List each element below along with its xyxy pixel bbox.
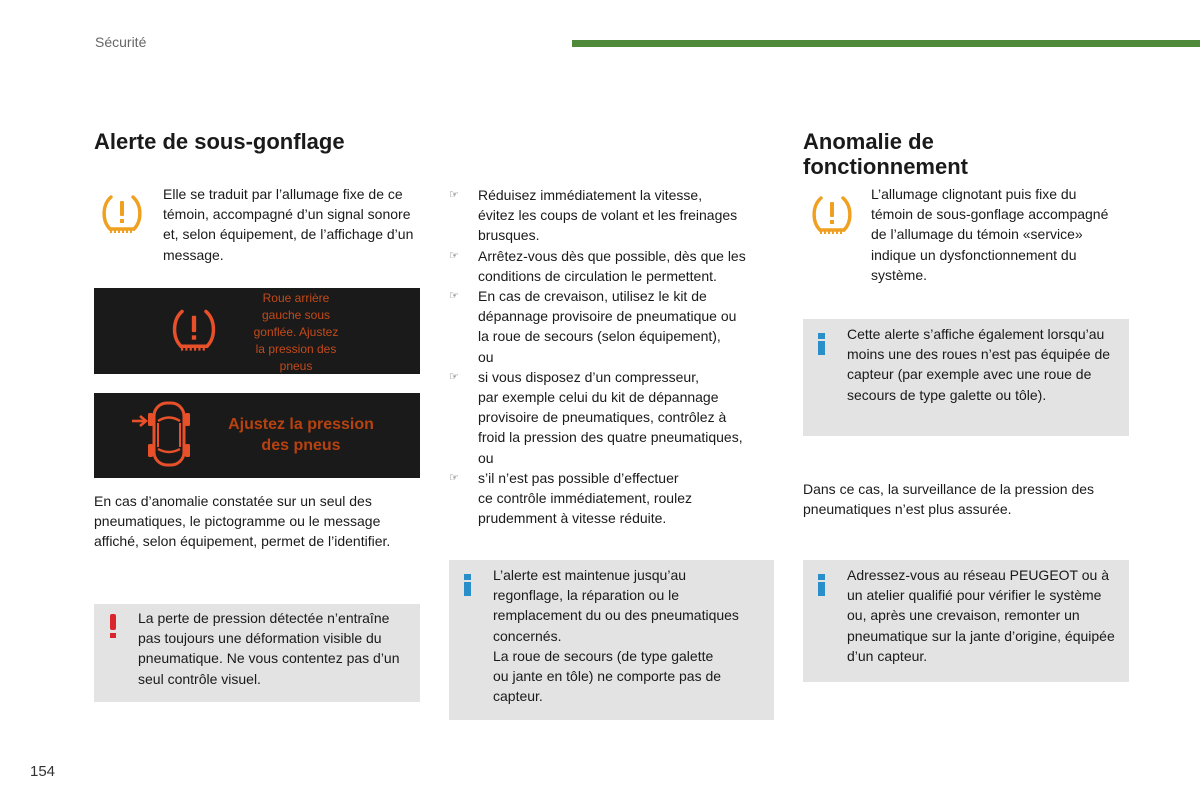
right-section-title: Anomalie de fonctionnement <box>803 129 968 179</box>
tire-pressure-warning-icon <box>100 192 144 241</box>
page-number: 154 <box>30 763 56 780</box>
info-note-box <box>449 560 774 720</box>
display1-line: pneus <box>279 359 313 373</box>
display2-message <box>218 414 384 456</box>
list-item: ☞ Arrêtez-vous dès que possible, dès que les conditions de circulation le permettent. <box>449 247 746 284</box>
pointing-hand-icon: ☞ <box>449 189 459 201</box>
pointing-hand-icon: ☞ <box>449 370 459 383</box>
info-note-box <box>803 319 1129 436</box>
action-list <box>449 185 779 528</box>
display1-line: la pression des <box>255 342 337 356</box>
left-section-title: Alerte de sous-gonflage <box>94 129 345 154</box>
display2-line: Ajustez la pression <box>228 416 374 433</box>
pointing-hand-icon: ☞ <box>449 249 459 262</box>
left-intro-text: Elle se traduit par l’allumage fixe de ce témoin, accompagné d’un signal sonore et, selon équipement, de l’affichage d’un message. <box>163 186 414 263</box>
exclamation-icon <box>110 614 116 638</box>
warning-note-box <box>94 604 420 702</box>
list-item: ☞ En cas de crevaison, utilisez le kit de dépannage provisoire de pneumatique ou la roue de secours (selon équipement), ou <box>449 288 737 365</box>
list-item: ☞ Réduisez immédiatement la vitesse, évitez les coups de volant et les freinages brusques. <box>449 187 738 244</box>
right-intro-text: L’allumage clignotant puis fixe du témoin de sous-gonflage accompagné de l’allumage du témoin «service» indique un dysfonctionnement du système. <box>871 186 1109 283</box>
pointing-hand-icon: ☞ <box>449 471 459 484</box>
list-item: ☞ si vous disposez d’un compresseur, par exemple celui du kit de dépannage provisoire de pneumatiques, contrôlez à froid la pression des quatre pneumatiques, ou <box>449 368 743 466</box>
list-item: ☞ s’il n’est pas possible d’effectuer ce contrôle immédiatement, roulez prudemment à vitesse réduite. <box>449 469 692 527</box>
display1-line: gauche sous <box>261 308 331 322</box>
header-accent-bar <box>572 40 1200 47</box>
info-note-text: Adressez-vous au réseau PEUGEOT ou à un atelier qualifié pour vérifier le système ou, après une crevaison, remonter un pneumatique sur la jante d’origine, équipée d’un capteur. <box>847 567 1115 664</box>
anomaly-text: En cas d’anomalie constatée sur un seul des pneumatiques, le pictogramme ou le message affiché, selon équipement, permet de l’identifier. <box>94 493 391 550</box>
dashboard-display-tire-message <box>94 288 420 374</box>
display1-line: Roue arrière <box>262 291 330 305</box>
info-note-text: Cette alerte s’affiche également lorsqu’au moins une des roues n’est pas équipée de capteur (par exemple avec une roue de secours de type galette ou tôle). <box>847 326 1111 403</box>
display2-line: des pneus <box>261 437 341 454</box>
info-icon <box>817 333 826 355</box>
info-icon <box>817 574 826 596</box>
info-note-box <box>803 560 1129 682</box>
display1-line: gonflée. Ajustez <box>253 325 339 339</box>
info-icon <box>463 574 472 596</box>
pointing-hand-icon: ☞ <box>449 290 459 303</box>
tire-pressure-warning-icon <box>170 306 218 361</box>
tire-pressure-warning-icon <box>810 193 854 242</box>
section-label: Sécurité <box>95 34 147 50</box>
dashboard-display-car-message <box>94 393 420 478</box>
warning-note-text: La perte de pression détectée n’entraîne pas toujours une déformation visible du pneumatique. Ne vous contentez pas d’un seul contrôle visuel. <box>138 610 400 687</box>
display1-message <box>232 290 360 375</box>
info-note-text: L’alerte est maintenue jusqu’au regonflage, la réparation ou le remplacement du ou des pneumatiques concernés. La roue de secours (de type galette ou jante en tôle) ne comporte pas de capteur. <box>493 567 739 705</box>
surveillance-text: Dans ce cas, la surveillance de la pression des pneumatiques n’est plus assurée. <box>803 481 1095 518</box>
car-top-view-icon <box>130 399 200 476</box>
